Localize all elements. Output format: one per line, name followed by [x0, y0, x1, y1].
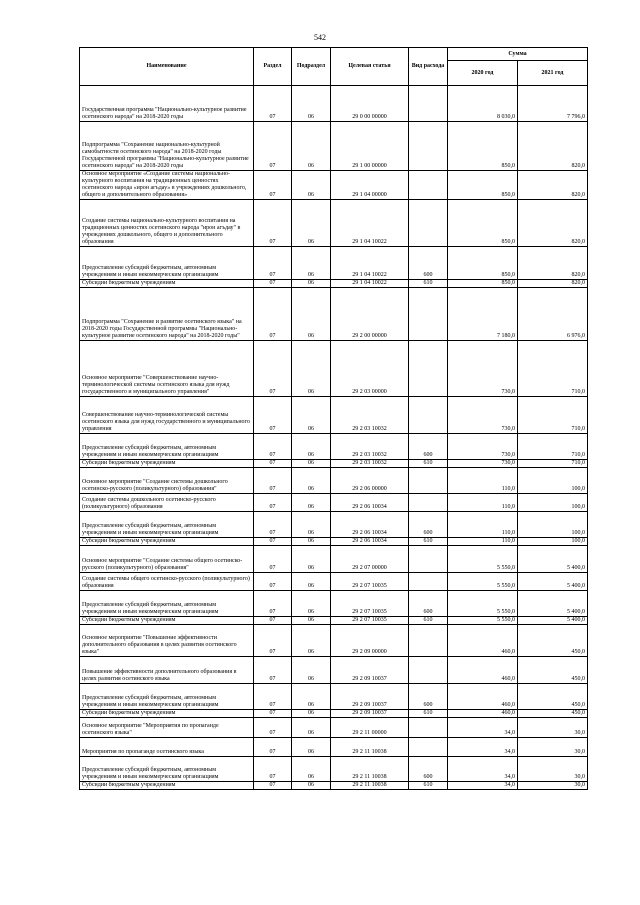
- row-name-cell: Субсидии бюджетным учреждениям: [80, 460, 254, 468]
- row-sum-2020-cell: 34,0: [448, 738, 518, 757]
- header-name: Наименование: [80, 48, 254, 86]
- row-sum-2021-cell: 30,0: [518, 738, 588, 757]
- row-expense-type-cell: 610: [409, 710, 448, 718]
- row-sum-2021-cell: 710,0: [518, 397, 588, 434]
- row-sum-2021-cell: 100,0: [518, 468, 588, 494]
- row-subsection-cell: 06: [292, 546, 331, 573]
- row-expense-type-cell: [409, 494, 448, 512]
- row-name-cell: Основное мероприятие "Создание системы общего осетинско-русского (поликультурного) образования": [80, 546, 254, 573]
- table-row: [80, 434, 588, 460]
- row-expense-type-cell: 610: [409, 460, 448, 468]
- row-name-cell: Основное мероприятие "Мероприятия по пропаганде осетинского языка": [80, 718, 254, 738]
- row-name-cell: Субсидии бюджетным учреждениям: [80, 710, 254, 718]
- row-sum-2020-cell: 5 550,0: [448, 591, 518, 617]
- row-section-cell: 07: [254, 538, 292, 546]
- row-section-cell: 07: [254, 397, 292, 434]
- row-target-article-cell: 29 2 11 00000: [331, 718, 409, 738]
- row-sum-2020-cell: 5 550,0: [448, 573, 518, 591]
- row-section-cell: 07: [254, 460, 292, 468]
- row-name-cell: Совершенствование научно-терминологической системы осетинского языка для нужд государственного и муниципального управления: [80, 397, 254, 434]
- table-row: [80, 782, 588, 790]
- row-sum-2020-cell: 34,0: [448, 782, 518, 790]
- row-sum-2020-cell: 460,0: [448, 684, 518, 710]
- row-sum-2021-cell: 710,0: [518, 434, 588, 460]
- row-target-article-cell: 29 2 07 10035: [331, 591, 409, 617]
- row-sum-2020-cell: 850,0: [448, 122, 518, 171]
- row-target-article-cell: 29 2 03 10032: [331, 460, 409, 468]
- row-expense-type-cell: [409, 122, 448, 171]
- row-sum-2021-cell: 710,0: [518, 460, 588, 468]
- row-sum-2021-cell: 6 976,0: [518, 288, 588, 341]
- row-sum-2020-cell: 730,0: [448, 397, 518, 434]
- row-section-cell: 07: [254, 512, 292, 538]
- row-name-cell: Предоставление субсидий бюджетным, автономным учреждениям и иным некоммерческим организациям: [80, 684, 254, 710]
- row-name-cell: Подпрограмма "Сохранение национально-культурной самобытности осетинского народа" на 2018-2020 годы Государственной программы "Национально-культурное развитие осетинского народа" на 2018-2020 годы: [80, 122, 254, 171]
- row-target-article-cell: 29 2 03 10032: [331, 397, 409, 434]
- row-section-cell: 07: [254, 494, 292, 512]
- row-name-cell: Создание системы национально-культурного воспитания на традиционных ценностях осетинского народа "ирон агъдау" в учреждениях дошкольного, общего и дополнительного образования: [80, 200, 254, 247]
- row-expense-type-cell: 600: [409, 757, 448, 782]
- row-target-article-cell: 29 1 04 10022: [331, 247, 409, 280]
- row-sum-2020-cell: 34,0: [448, 718, 518, 738]
- row-sum-2021-cell: 100,0: [518, 512, 588, 538]
- row-section-cell: 07: [254, 171, 292, 200]
- row-sum-2021-cell: 5 400,0: [518, 573, 588, 591]
- row-subsection-cell: 06: [292, 494, 331, 512]
- row-expense-type-cell: 610: [409, 538, 448, 546]
- table-row: [80, 710, 588, 718]
- table-row: [80, 200, 588, 247]
- row-name-cell: Государственная программа "Национально-культурное развитие осетинского народа" на 2018-2020 годы: [80, 86, 254, 122]
- row-sum-2021-cell: 820,0: [518, 200, 588, 247]
- row-expense-type-cell: [409, 573, 448, 591]
- row-subsection-cell: 06: [292, 757, 331, 782]
- row-name-cell: Основное мероприятие "Повышение эффективности дополнительного образования в целях развития осетинского языка": [80, 625, 254, 657]
- row-sum-2021-cell: 450,0: [518, 625, 588, 657]
- row-section-cell: 07: [254, 468, 292, 494]
- row-subsection-cell: 06: [292, 512, 331, 538]
- table-row: [80, 247, 588, 280]
- table-row: [80, 460, 588, 468]
- row-expense-type-cell: [409, 171, 448, 200]
- row-target-article-cell: 29 2 09 10037: [331, 710, 409, 718]
- row-sum-2021-cell: 100,0: [518, 538, 588, 546]
- row-sum-2021-cell: 30,0: [518, 782, 588, 790]
- row-target-article-cell: 29 2 09 00000: [331, 625, 409, 657]
- row-target-article-cell: 29 1 00 00000: [331, 122, 409, 171]
- row-target-article-cell: 29 2 03 00000: [331, 341, 409, 397]
- row-target-article-cell: 29 0 00 00000: [331, 86, 409, 122]
- row-section-cell: 07: [254, 434, 292, 460]
- row-name-cell: Основное мероприятие "Совершенствование научно-терминологической системы осетинского языка для нужд государственного и муниципального управления": [80, 341, 254, 397]
- table-row: [80, 397, 588, 434]
- row-section-cell: 07: [254, 738, 292, 757]
- row-sum-2020-cell: 460,0: [448, 657, 518, 684]
- row-name-cell: Предоставление субсидий бюджетным, автономным учреждениям и иным некоммерческим организациям: [80, 591, 254, 617]
- row-target-article-cell: 29 2 07 10035: [331, 617, 409, 625]
- row-expense-type-cell: [409, 738, 448, 757]
- row-subsection-cell: 06: [292, 617, 331, 625]
- row-sum-2021-cell: 820,0: [518, 171, 588, 200]
- row-sum-2020-cell: 730,0: [448, 460, 518, 468]
- row-sum-2021-cell: 5 400,0: [518, 617, 588, 625]
- row-subsection-cell: 06: [292, 460, 331, 468]
- row-sum-2020-cell: 850,0: [448, 247, 518, 280]
- row-subsection-cell: 06: [292, 684, 331, 710]
- row-sum-2021-cell: 710,0: [518, 341, 588, 397]
- row-expense-type-cell: [409, 625, 448, 657]
- row-target-article-cell: 29 2 11 10038: [331, 757, 409, 782]
- table-row: [80, 546, 588, 573]
- table-row: [80, 684, 588, 710]
- row-subsection-cell: 06: [292, 657, 331, 684]
- row-expense-type-cell: 600: [409, 247, 448, 280]
- row-target-article-cell: 29 2 03 10032: [331, 434, 409, 460]
- row-expense-type-cell: [409, 546, 448, 573]
- table-row: [80, 494, 588, 512]
- row-sum-2020-cell: 5 550,0: [448, 546, 518, 573]
- row-section-cell: 07: [254, 573, 292, 591]
- row-subsection-cell: 06: [292, 397, 331, 434]
- row-expense-type-cell: [409, 397, 448, 434]
- row-target-article-cell: 29 2 07 00000: [331, 546, 409, 573]
- row-expense-type-cell: 610: [409, 617, 448, 625]
- row-expense-type-cell: [409, 200, 448, 247]
- row-sum-2020-cell: 850,0: [448, 171, 518, 200]
- row-section-cell: 07: [254, 657, 292, 684]
- row-name-cell: Основное мероприятие «Создание системы национально-культурного воспитания на традиционных ценностях осетинского народа «ирон агъдау» в учреждениях дошкольного, общего и дополнительного образования»: [80, 171, 254, 200]
- row-expense-type-cell: 610: [409, 280, 448, 288]
- row-target-article-cell: 29 2 00 00000: [331, 288, 409, 341]
- row-name-cell: Мероприятия по пропаганде осетинского языка: [80, 738, 254, 757]
- table-row: [80, 122, 588, 171]
- row-expense-type-cell: 600: [409, 512, 448, 538]
- row-expense-type-cell: [409, 718, 448, 738]
- row-subsection-cell: 06: [292, 538, 331, 546]
- row-target-article-cell: 29 2 06 10034: [331, 494, 409, 512]
- row-name-cell: Предоставление субсидий бюджетным, автономным учреждениям и иным некоммерческим организациям: [80, 434, 254, 460]
- row-subsection-cell: 06: [292, 122, 331, 171]
- row-subsection-cell: 06: [292, 171, 331, 200]
- row-subsection-cell: 06: [292, 434, 331, 460]
- table-row: [80, 573, 588, 591]
- row-target-article-cell: 29 2 06 10034: [331, 512, 409, 538]
- row-target-article-cell: 29 2 11 10038: [331, 782, 409, 790]
- table-row: [80, 738, 588, 757]
- row-sum-2020-cell: 7 180,0: [448, 288, 518, 341]
- row-sum-2020-cell: 850,0: [448, 280, 518, 288]
- table-row: [80, 657, 588, 684]
- row-sum-2020-cell: 5 550,0: [448, 617, 518, 625]
- row-sum-2021-cell: 450,0: [518, 710, 588, 718]
- row-target-article-cell: 29 2 09 10037: [331, 684, 409, 710]
- table-row: [80, 341, 588, 397]
- row-name-cell: Предоставление субсидий бюджетным, автономным учреждениям и иным некоммерческим организациям: [80, 512, 254, 538]
- row-section-cell: 07: [254, 280, 292, 288]
- table-row: [80, 288, 588, 341]
- header-subsection: Подраздел: [292, 48, 331, 86]
- row-sum-2021-cell: 100,0: [518, 494, 588, 512]
- row-sum-2020-cell: 110,0: [448, 468, 518, 494]
- row-sum-2021-cell: 820,0: [518, 122, 588, 171]
- row-section-cell: 07: [254, 718, 292, 738]
- row-subsection-cell: 06: [292, 288, 331, 341]
- row-subsection-cell: 06: [292, 573, 331, 591]
- row-sum-2020-cell: 460,0: [448, 710, 518, 718]
- row-section-cell: 07: [254, 546, 292, 573]
- row-target-article-cell: 29 1 04 10022: [331, 280, 409, 288]
- row-expense-type-cell: [409, 468, 448, 494]
- row-subsection-cell: 06: [292, 86, 331, 122]
- row-section-cell: 07: [254, 782, 292, 790]
- row-subsection-cell: 06: [292, 247, 331, 280]
- row-name-cell: Создание системы общего осетинско-русского (поликультурного) образования: [80, 573, 254, 591]
- row-target-article-cell: 29 2 09 10037: [331, 657, 409, 684]
- header-section: Раздел: [254, 48, 292, 86]
- budget-table: [79, 47, 588, 790]
- row-expense-type-cell: [409, 288, 448, 341]
- row-subsection-cell: 06: [292, 468, 331, 494]
- row-subsection-cell: 06: [292, 782, 331, 790]
- row-sum-2020-cell: 110,0: [448, 494, 518, 512]
- row-section-cell: 07: [254, 288, 292, 341]
- row-subsection-cell: 06: [292, 280, 331, 288]
- row-sum-2020-cell: 730,0: [448, 434, 518, 460]
- table-row: [80, 468, 588, 494]
- row-name-cell: Предоставление субсидий бюджетным, автономным учреждениям и иным некоммерческим организациям: [80, 247, 254, 280]
- row-expense-type-cell: 600: [409, 434, 448, 460]
- row-sum-2020-cell: 8 030,0: [448, 86, 518, 122]
- table-row: [80, 591, 588, 617]
- row-sum-2021-cell: 5 400,0: [518, 546, 588, 573]
- row-name-cell: Основное мероприятие "Создание системы дошкольного осетинско-русского (поликультурного) образования": [80, 468, 254, 494]
- header-sum: Сумма: [448, 48, 588, 61]
- row-sum-2021-cell: 450,0: [518, 684, 588, 710]
- row-sum-2021-cell: 7 796,0: [518, 86, 588, 122]
- table-row: [80, 171, 588, 200]
- header-expense-type: Вид расхода: [409, 48, 448, 86]
- row-subsection-cell: 06: [292, 591, 331, 617]
- row-expense-type-cell: 610: [409, 782, 448, 790]
- row-section-cell: 07: [254, 341, 292, 397]
- table-row: [80, 718, 588, 738]
- row-name-cell: Субсидии бюджетным учреждениям: [80, 782, 254, 790]
- row-target-article-cell: 29 1 04 10022: [331, 200, 409, 247]
- row-expense-type-cell: 600: [409, 684, 448, 710]
- row-section-cell: 07: [254, 617, 292, 625]
- row-target-article-cell: 29 1 04 00000: [331, 171, 409, 200]
- header-target-article: Целевая статья: [331, 48, 409, 86]
- row-subsection-cell: 06: [292, 718, 331, 738]
- row-sum-2021-cell: 30,0: [518, 757, 588, 782]
- table-row: [80, 625, 588, 657]
- row-sum-2020-cell: 850,0: [448, 200, 518, 247]
- row-section-cell: 07: [254, 122, 292, 171]
- table-row: [80, 512, 588, 538]
- row-name-cell: Субсидии бюджетным учреждениям: [80, 280, 254, 288]
- row-target-article-cell: 29 2 11 10038: [331, 738, 409, 757]
- row-sum-2021-cell: 820,0: [518, 247, 588, 280]
- row-name-cell: Предоставление субсидий бюджетным, автономным учреждениям и иным некоммерческим организациям: [80, 757, 254, 782]
- row-section-cell: 07: [254, 757, 292, 782]
- row-expense-type-cell: 600: [409, 591, 448, 617]
- row-sum-2020-cell: 34,0: [448, 757, 518, 782]
- row-target-article-cell: 29 2 07 10035: [331, 573, 409, 591]
- row-sum-2020-cell: 110,0: [448, 512, 518, 538]
- page-number: 542: [314, 33, 326, 42]
- row-expense-type-cell: [409, 657, 448, 684]
- row-expense-type-cell: [409, 86, 448, 122]
- row-subsection-cell: 06: [292, 625, 331, 657]
- row-name-cell: Подпрограмма "Сохранение и развитие осетинского языка" на 2018-2020 годы Государственной программы "Национально-культурное развитие осетинского народа" на 2018-2020 годы": [80, 288, 254, 341]
- row-sum-2020-cell: 730,0: [448, 341, 518, 397]
- row-target-article-cell: 29 2 06 10034: [331, 538, 409, 546]
- row-sum-2021-cell: 450,0: [518, 657, 588, 684]
- table-row: [80, 280, 588, 288]
- row-sum-2021-cell: 820,0: [518, 280, 588, 288]
- row-expense-type-cell: [409, 341, 448, 397]
- table-header-row: [80, 48, 588, 61]
- row-sum-2021-cell: 30,0: [518, 718, 588, 738]
- row-section-cell: 07: [254, 200, 292, 247]
- row-name-cell: Субсидии бюджетным учреждениям: [80, 538, 254, 546]
- row-target-article-cell: 29 2 06 00000: [331, 468, 409, 494]
- row-name-cell: Субсидии бюджетным учреждениям: [80, 617, 254, 625]
- table-row: [80, 538, 588, 546]
- row-name-cell: Создание системы дошкольного осетинско-русского (поликультурного) образования: [80, 494, 254, 512]
- row-section-cell: 07: [254, 625, 292, 657]
- row-name-cell: Повышение эффективности дополнительного образования в целях развития осетинского языка: [80, 657, 254, 684]
- table-row: [80, 757, 588, 782]
- table-row: [80, 617, 588, 625]
- row-section-cell: 07: [254, 591, 292, 617]
- table-body: [80, 86, 588, 790]
- row-section-cell: 07: [254, 247, 292, 280]
- table-row: [80, 86, 588, 122]
- row-section-cell: 07: [254, 684, 292, 710]
- row-section-cell: 07: [254, 710, 292, 718]
- row-section-cell: 07: [254, 86, 292, 122]
- header-year-2020: 2020 год: [448, 61, 518, 86]
- row-subsection-cell: 06: [292, 710, 331, 718]
- row-sum-2021-cell: 5 400,0: [518, 591, 588, 617]
- row-subsection-cell: 06: [292, 738, 331, 757]
- row-subsection-cell: 06: [292, 341, 331, 397]
- row-sum-2020-cell: 460,0: [448, 625, 518, 657]
- row-subsection-cell: 06: [292, 200, 331, 247]
- header-year-2021: 2021 год: [518, 61, 588, 86]
- row-sum-2020-cell: 110,0: [448, 538, 518, 546]
